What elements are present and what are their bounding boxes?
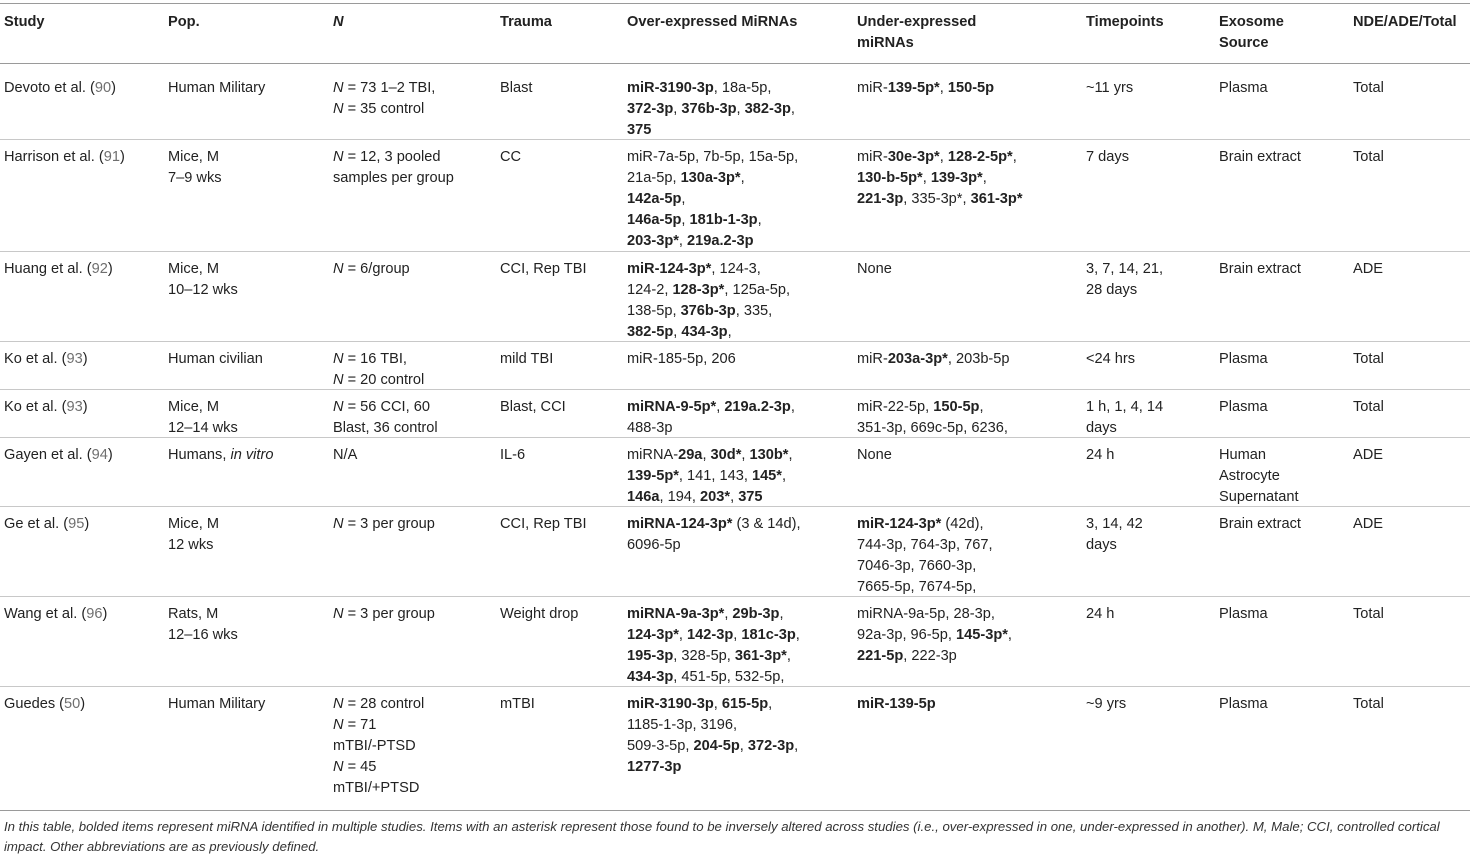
cell-timepoints: 3, 14, 42 (1086, 516, 1143, 532)
cell-source: Plasma (1219, 351, 1268, 367)
cell-n: N/A (333, 447, 358, 463)
cell-under: None (857, 261, 892, 277)
cell-under: 221-3p, 335-3p*, 361-3p* (857, 191, 1023, 207)
citation-link[interactable]: 95 (68, 516, 85, 532)
cell-over: 6096-5p (627, 537, 681, 553)
cell-timepoints: 1 h, 1, 4, 14 (1086, 399, 1164, 415)
cell-over: 124-3p*, 142-3p, 181c-3p, (627, 627, 800, 643)
cell-timepoints: <24 hrs (1086, 351, 1136, 367)
cell-type: ADE (1353, 447, 1384, 463)
cell-under: miR-124-3p* (42d), (857, 516, 984, 532)
cell-over: 138-5p, 376b-3p, 335, (627, 303, 773, 319)
cell-under: 351-3p, 669c-5p, 6236, (857, 420, 1008, 436)
cell-source: Plasma (1219, 399, 1268, 415)
cell-over: 195-3p, 328-5p, 361-3p*, (627, 648, 791, 664)
cell-timepoints: 24 h (1086, 447, 1115, 463)
citation-link[interactable]: 93 (66, 351, 83, 367)
cell-timepoints: ~11 yrs (1086, 80, 1134, 96)
cell-over: 139-5p*, 141, 143, 145*, (627, 468, 787, 484)
cell-trauma: CCI, Rep TBI (500, 261, 587, 277)
cell-type: ADE (1353, 261, 1384, 277)
cell-trauma: Blast (500, 80, 533, 96)
cell-pop: 10–12 wks (168, 282, 238, 298)
citation-link[interactable]: 96 (86, 606, 103, 622)
table-footnote: In this table, bolded items represent miRNA identified in multiple studies. Items with an asterisk represent those found to be inversely altered across studies (i.e., over-expressed in one, under-expressed in another). M, Male; CCI, controlled cortical impact. Other abbreviations are as previously defined. (4, 819, 1440, 854)
cell-over: miR-3190-3p, 18a-5p, (627, 80, 772, 96)
cell-study: Huang et al. (92) (4, 261, 113, 277)
cell-study: Ko et al. (93) (4, 399, 88, 415)
row-divider (0, 437, 1470, 438)
cell-n: N = 6/group (333, 261, 410, 277)
cell-n: N = 3 per group (333, 516, 435, 532)
cell-source: Astrocyte (1219, 468, 1280, 484)
cell-under: None (857, 447, 892, 463)
header-type: NDE/ADE/Total (1353, 14, 1457, 30)
cell-under: 130-b-5p*, 139-3p*, (857, 170, 987, 186)
header-over: Over-expressed MiRNAs (627, 14, 798, 30)
cell-type: Total (1353, 696, 1384, 712)
cell-source: Plasma (1219, 80, 1268, 96)
cell-pop: Mice, M (168, 516, 220, 532)
cell-timepoints: days (1086, 537, 1117, 553)
cell-pop: 12 wks (168, 537, 214, 553)
cell-over: 21a-5p, 130a-3p*, (627, 170, 745, 186)
cell-n: N = 56 CCI, 60 (333, 399, 430, 415)
cell-over: miRNA-9-5p*, 219a.2-3p, (627, 399, 795, 415)
cell-over: 488-3p (627, 420, 673, 436)
cell-under: 221-5p, 222-3p (857, 648, 957, 664)
cell-timepoints: 24 h (1086, 606, 1115, 622)
cell-pop: Human civilian (168, 351, 263, 367)
header-source: Exosome Source (1219, 14, 1284, 51)
cell-over: miR-124-3p*, 124-3, (627, 261, 761, 277)
cell-pop: Mice, M (168, 149, 220, 165)
cell-study: Devoto et al. (90) (4, 80, 116, 96)
cell-study: Gayen et al. (94) (4, 447, 113, 463)
row-divider (0, 341, 1470, 342)
cell-over: miR-7a-5p, 7b-5p, 15a-5p, (627, 149, 799, 165)
header-under: Under-expressed miRNAs (857, 14, 977, 51)
cell-over: 375 (627, 122, 652, 138)
table-top-rule (0, 3, 1470, 4)
cell-over: 382-5p, 434-3p, (627, 324, 732, 340)
cell-pop: Mice, M (168, 399, 220, 415)
cell-under: miRNA-9a-5p, 28-3p, (857, 606, 995, 622)
cell-type: ADE (1353, 516, 1384, 532)
cell-over: miR-3190-3p, 615-5p, (627, 696, 773, 712)
cell-study: Harrison et al. (91) (4, 149, 125, 165)
cell-under: miR-139-5p (857, 696, 936, 712)
row-divider (0, 506, 1470, 507)
cell-n: N = 3 per group (333, 606, 435, 622)
cell-over: 434-3p, 451-5p, 532-5p, (627, 669, 785, 685)
row-divider (0, 251, 1470, 252)
cell-trauma: Weight drop (500, 606, 579, 622)
cell-over: miRNA-29a, 30d*, 130b*, (627, 447, 793, 463)
cell-trauma: CC (500, 149, 522, 165)
cell-pop: 12–14 wks (168, 420, 238, 436)
cell-source: Brain extract (1219, 516, 1301, 532)
cell-n: N = 12, 3 pooled (333, 149, 441, 165)
cell-under: miR-139-5p*, 150-5p (857, 80, 995, 96)
citation-link[interactable]: 94 (91, 447, 108, 463)
cell-under: miR-22-5p, 150-5p, (857, 399, 984, 415)
cell-type: Total (1353, 399, 1384, 415)
header-trauma: Trauma (500, 14, 552, 30)
cell-pop: Humans, in vitro (168, 447, 274, 463)
cell-timepoints: 28 days (1086, 282, 1138, 298)
cell-pop: Mice, M (168, 261, 220, 277)
cell-over: 1185-1-3p, 3196, (627, 717, 738, 733)
cell-over: 146a, 194, 203*, 375 (627, 489, 763, 505)
cell-source: Plasma (1219, 606, 1268, 622)
cell-study: Wang et al. (96) (4, 606, 108, 622)
cell-type: Total (1353, 80, 1384, 96)
header-pop: Pop. (168, 14, 200, 30)
cell-n: N = 71 (333, 717, 377, 733)
cell-trauma: Blast, CCI (500, 399, 566, 415)
cell-n: mTBI/+PTSD (333, 780, 420, 796)
cell-n: N = 16 TBI, (333, 351, 407, 367)
cell-pop: 7–9 wks (168, 170, 222, 186)
cell-over: 509-3-5p, 204-5p, 372-3p, (627, 738, 799, 754)
cell-timepoints: days (1086, 420, 1117, 436)
cell-under: 744-3p, 764-3p, 767, (857, 537, 993, 553)
cell-pop: Rats, M (168, 606, 219, 622)
cell-study: Guedes (50) (4, 696, 86, 712)
cell-source: Brain extract (1219, 261, 1301, 277)
cell-over: miRNA-124-3p* (3 & 14d), (627, 516, 801, 532)
cell-source: Brain extract (1219, 149, 1301, 165)
cell-over: 146a-5p, 181b-1-3p, (627, 212, 762, 228)
cell-type: Total (1353, 351, 1384, 367)
cell-n: N = 28 control (333, 696, 425, 712)
row-divider (0, 389, 1470, 390)
cell-study: Ko et al. (93) (4, 351, 88, 367)
cell-type: Total (1353, 149, 1384, 165)
cell-pop: Human Military (168, 696, 266, 712)
cell-over: 203-3p*, 219a.2-3p (627, 233, 754, 249)
cell-over: 1277-3p (627, 759, 682, 775)
cell-study: Ge et al. (95) (4, 516, 90, 532)
citation-link[interactable]: 50 (64, 696, 81, 712)
cell-pop: 12–16 wks (168, 627, 238, 643)
cell-over: 124-2, 128-3p*, 125a-5p, (627, 282, 791, 298)
cell-source: Supernatant (1219, 489, 1299, 505)
cell-trauma: CCI, Rep TBI (500, 516, 587, 532)
cell-trauma: mild TBI (500, 351, 554, 367)
table-bottom-rule (0, 810, 1470, 811)
cell-under: 7665-5p, 7674-5p, (857, 579, 977, 595)
cell-over: 372-3p, 376b-3p, 382-3p, (627, 101, 795, 117)
cell-under: 92a-3p, 96-5p, 145-3p*, (857, 627, 1012, 643)
header-bottom-rule (0, 63, 1470, 64)
cell-under: miR-30e-3p*, 128-2-5p*, (857, 149, 1017, 165)
cell-source: Plasma (1219, 696, 1268, 712)
cell-under: 7046-3p, 7660-3p, (857, 558, 977, 574)
cell-type: Total (1353, 606, 1384, 622)
cell-trauma: IL-6 (500, 447, 526, 463)
cell-over: miRNA-9a-3p*, 29b-3p, (627, 606, 784, 622)
cell-n: N = 20 control (333, 372, 425, 388)
citation-link[interactable]: 90 (94, 80, 112, 96)
citation-link[interactable]: 92 (91, 261, 108, 277)
cell-timepoints: 3, 7, 14, 21, (1086, 261, 1164, 277)
row-divider (0, 596, 1470, 597)
cell-timepoints: ~9 yrs (1086, 696, 1127, 712)
cell-pop: Human Military (168, 80, 266, 96)
cell-n: N = 73 1–2 TBI, (333, 80, 436, 96)
header-timepoints: Timepoints (1086, 14, 1164, 30)
citation-link[interactable]: 93 (66, 399, 83, 415)
row-divider (0, 686, 1470, 687)
header-n: N (333, 14, 344, 30)
cell-n: samples per group (333, 170, 454, 186)
cell-trauma: mTBI (500, 696, 535, 712)
header-study: Study (4, 14, 45, 30)
cell-over: 142a-5p, (627, 191, 686, 207)
cell-timepoints: 7 days (1086, 149, 1129, 165)
cell-n: mTBI/-PTSD (333, 738, 416, 754)
cell-n: N = 45 (333, 759, 377, 775)
row-divider (0, 139, 1470, 140)
cell-under: miR-203a-3p*, 203b-5p (857, 351, 1010, 367)
cell-source: Human (1219, 447, 1267, 463)
cell-n: N = 35 control (333, 101, 425, 117)
cell-n: Blast, 36 control (333, 420, 438, 436)
citation-link[interactable]: 91 (103, 149, 120, 165)
cell-over: miR-185-5p, 206 (627, 351, 736, 367)
